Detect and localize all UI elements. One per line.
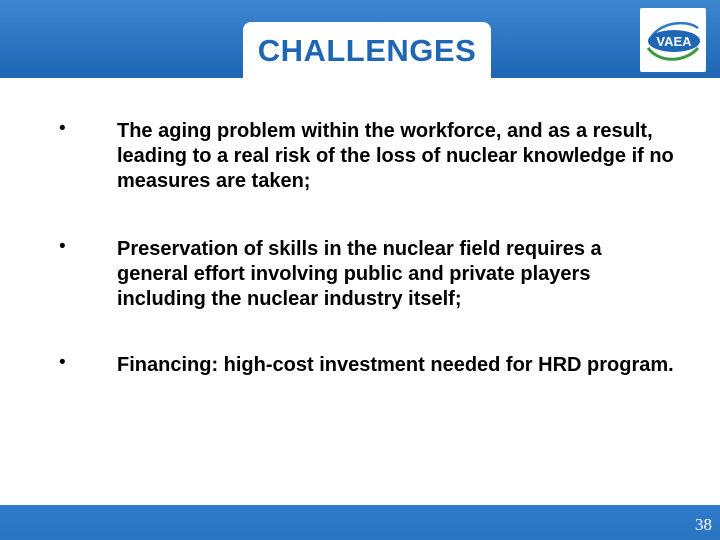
logo-text: VAEA	[656, 34, 692, 49]
bullet-item-skills-preservation: Preservation of skills in the nuclear field requires a general effort involving public and private players including the nuclear industry itself;	[117, 238, 602, 310]
bullet-marker: •	[59, 118, 66, 139]
footer-bar	[0, 505, 720, 540]
page-number: 38	[695, 515, 712, 534]
bullet-marker: •	[59, 236, 66, 257]
slide-title: CHALLENGES	[257, 33, 477, 68]
bullet-marker: •	[59, 352, 66, 373]
bullet-item-financing: Financing: high-cost investment needed for HRD program.	[117, 354, 674, 376]
bullet-item-aging-workforce: The aging problem within the workforce, and as a result, leading to a real risk of the loss of nuclear knowledge if no measures are taken;	[117, 120, 674, 192]
